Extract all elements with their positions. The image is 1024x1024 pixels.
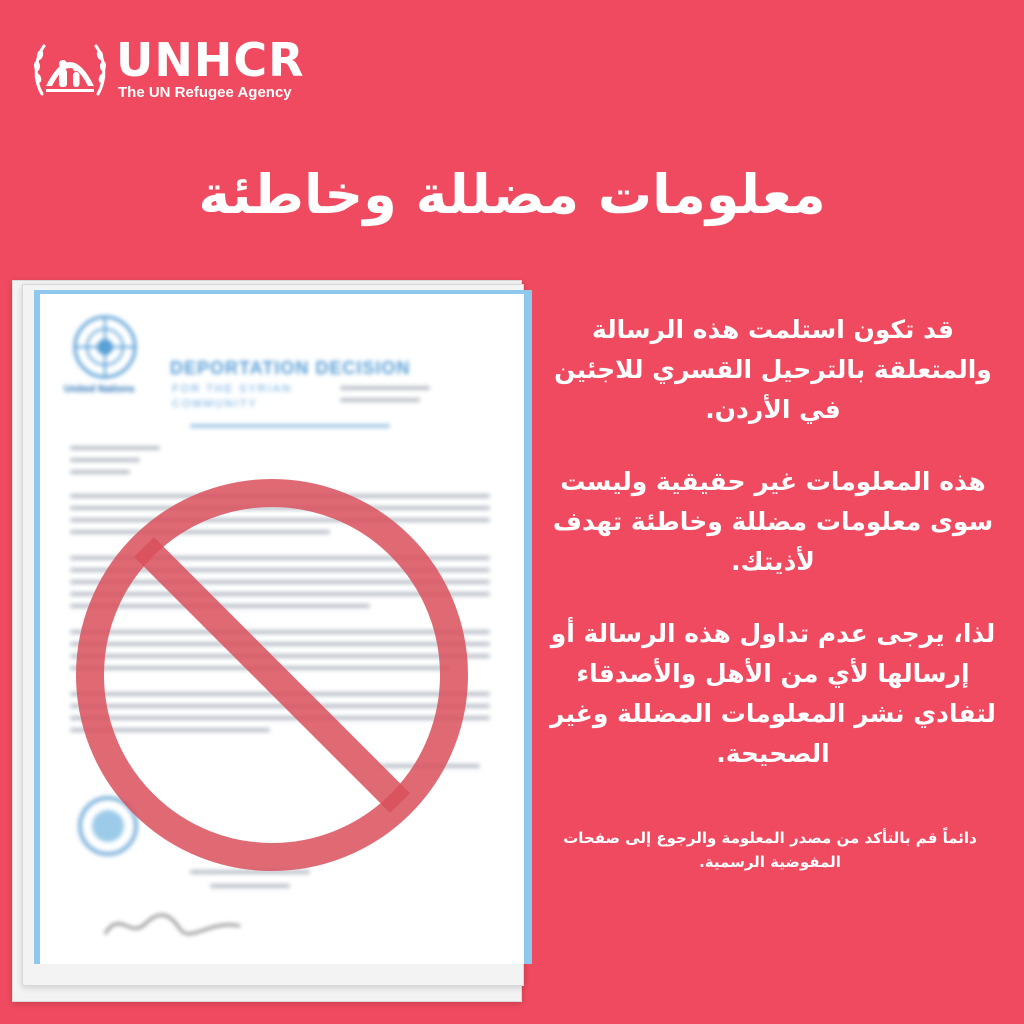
doc-text-line bbox=[190, 424, 390, 428]
un-org-name: United Nations bbox=[64, 384, 135, 395]
document-title: DEPORTATION DECISION bbox=[170, 358, 411, 378]
paragraph-received-message: قد تكون استلمت هذه الرسالة والمتعلقة بالترحيل القسري للاجئين في الأردن. bbox=[554, 315, 992, 424]
doc-text-line bbox=[70, 458, 140, 462]
brand-name: UNHCR bbox=[116, 33, 305, 87]
document-subtitle: FOR THE SYRIAN COMMUNITY bbox=[172, 383, 293, 410]
unhcr-emblem-icon bbox=[32, 34, 108, 104]
doc-text-line bbox=[340, 398, 420, 402]
document-illustration bbox=[12, 280, 532, 1010]
brand-tagline: The UN Refugee Agency bbox=[118, 84, 292, 101]
unhcr-logo bbox=[32, 34, 322, 106]
page-title: معلومات مضللة وخاطئة bbox=[198, 163, 826, 226]
doc-text-line bbox=[70, 446, 160, 450]
paragraph-do-not-share: لذا، يرجى عدم تداول هذه الرسالة أو إرسالها لأي من الأهل والأصدقاء لتفادي نشر المعلومات المضللة وغير الصحيحة. bbox=[550, 619, 996, 768]
paragraph-false-information: هذه المعلومات غير حقيقية وليست سوى معلومات مضللة وخاطئة تهدف لأذيتك. bbox=[552, 467, 994, 576]
signature-scribble bbox=[100, 904, 250, 944]
un-emblem-icon bbox=[70, 312, 140, 382]
message-body bbox=[548, 310, 998, 806]
doc-text-line bbox=[340, 386, 430, 390]
prohibited-icon bbox=[62, 470, 502, 910]
footnote-verify-source: دائماً قم بالتأكد من مصدر المعلومة والرجوع إلى صفحات المفوضية الرسمية. bbox=[563, 829, 977, 871]
